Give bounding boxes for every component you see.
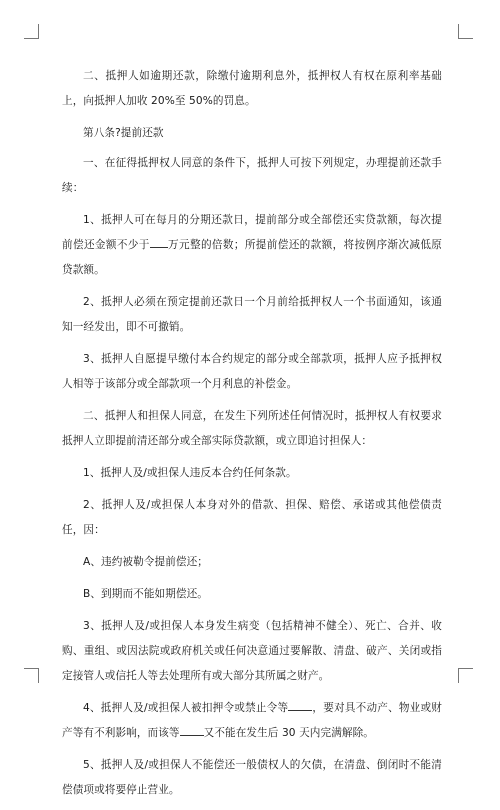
paragraph-item-2-debts: 2、抵押人及/或担保人本身对外的借款、担保、赔偿、承诺或其他偿债责任，因： bbox=[62, 499, 442, 536]
paragraph-item-2b: B、到期而不能如期偿还。 bbox=[83, 588, 208, 600]
document-body bbox=[62, 64, 442, 810]
paragraph-item-5-insolvency: 5、抵押人及/或担保人不能偿还一般债权人的欠债，在清盘、倒闭时不能清偿债项或将要停止营业。 bbox=[62, 759, 442, 796]
crop-mark-bottom-left bbox=[24, 668, 39, 683]
blank-order bbox=[288, 699, 312, 711]
blank-matter bbox=[180, 724, 204, 736]
clause-1-text-a: 1、抵押人可在每月的分期还款日，提前部分或全部偿还实贷款额，每次提前偿还金额不少于 bbox=[62, 214, 442, 251]
item-4-text-a: 4、抵押人及/或担保人被扣押令或禁止令等 bbox=[83, 702, 289, 714]
paragraph-acceleration: 二、抵押人和担保人同意，在发生下列所述任何情况时，抵押权人有权要求抵押人立即提前清还部分或全部实际贷款额，或立即追讨担保人： bbox=[62, 410, 442, 447]
paragraph-penalty-interest: 二、抵押人如逾期还款，除缴付逾期利息外，抵押权人有权在原利率基础上，向抵押人加收 20%至 50%的罚息。 bbox=[62, 70, 442, 107]
crop-mark-bottom-right bbox=[458, 668, 473, 683]
clause-1-text-b: 万元整的倍数；所提前偿还的款额，将按例序渐次减低原贷款额。 bbox=[62, 239, 442, 276]
item-4-text-c: 又不能在发生后 30 天内完满解除。 bbox=[203, 727, 374, 739]
crop-mark-top-right bbox=[458, 24, 473, 39]
paragraph-clause-1-installments bbox=[62, 208, 442, 283]
blank-amount bbox=[150, 236, 168, 248]
paragraph-item-3-events: 3、抵押人及/或担保人本身发生病变（包括精神不健全）、死亡、合并、收购、重组、或因法院或政府机关或任何决意通过要解散、清盘、破产、关闭或指定接管人或信托人等去处理所有或大部分其所属之财产。 bbox=[62, 620, 442, 682]
crop-mark-top-left bbox=[24, 24, 39, 39]
paragraph-item-1-breach: 1、抵押人及/或担保人违反本合约任何条款。 bbox=[83, 467, 297, 479]
paragraph-item-2a: A、违约被勒令提前偿还； bbox=[83, 556, 208, 568]
paragraph-item-4-seizure bbox=[62, 696, 442, 746]
article-heading-early-repayment: 第八条?提前还款 bbox=[83, 127, 164, 139]
paragraph-clause-2-notice: 2、抵押人必须在预定提前还款日一个月前给抵押权人一个书面通知，该通知一经发出，即不可撤销。 bbox=[62, 296, 442, 333]
item-4-text-b: ，要对具不动产、物业或财产等有不利影响，而该等 bbox=[62, 702, 442, 739]
paragraph-clause-3-compensation: 3、抵押人自愿提早缴付本合约规定的部分或全部款项，抵押人应予抵押权人相等于该部分或全部款项一个月利息的补偿金。 bbox=[62, 353, 442, 390]
paragraph-early-repayment-conditions: 一、在征得抵押权人同意的条件下，抵押人可按下列规定，办理提前还款手续： bbox=[62, 157, 442, 194]
